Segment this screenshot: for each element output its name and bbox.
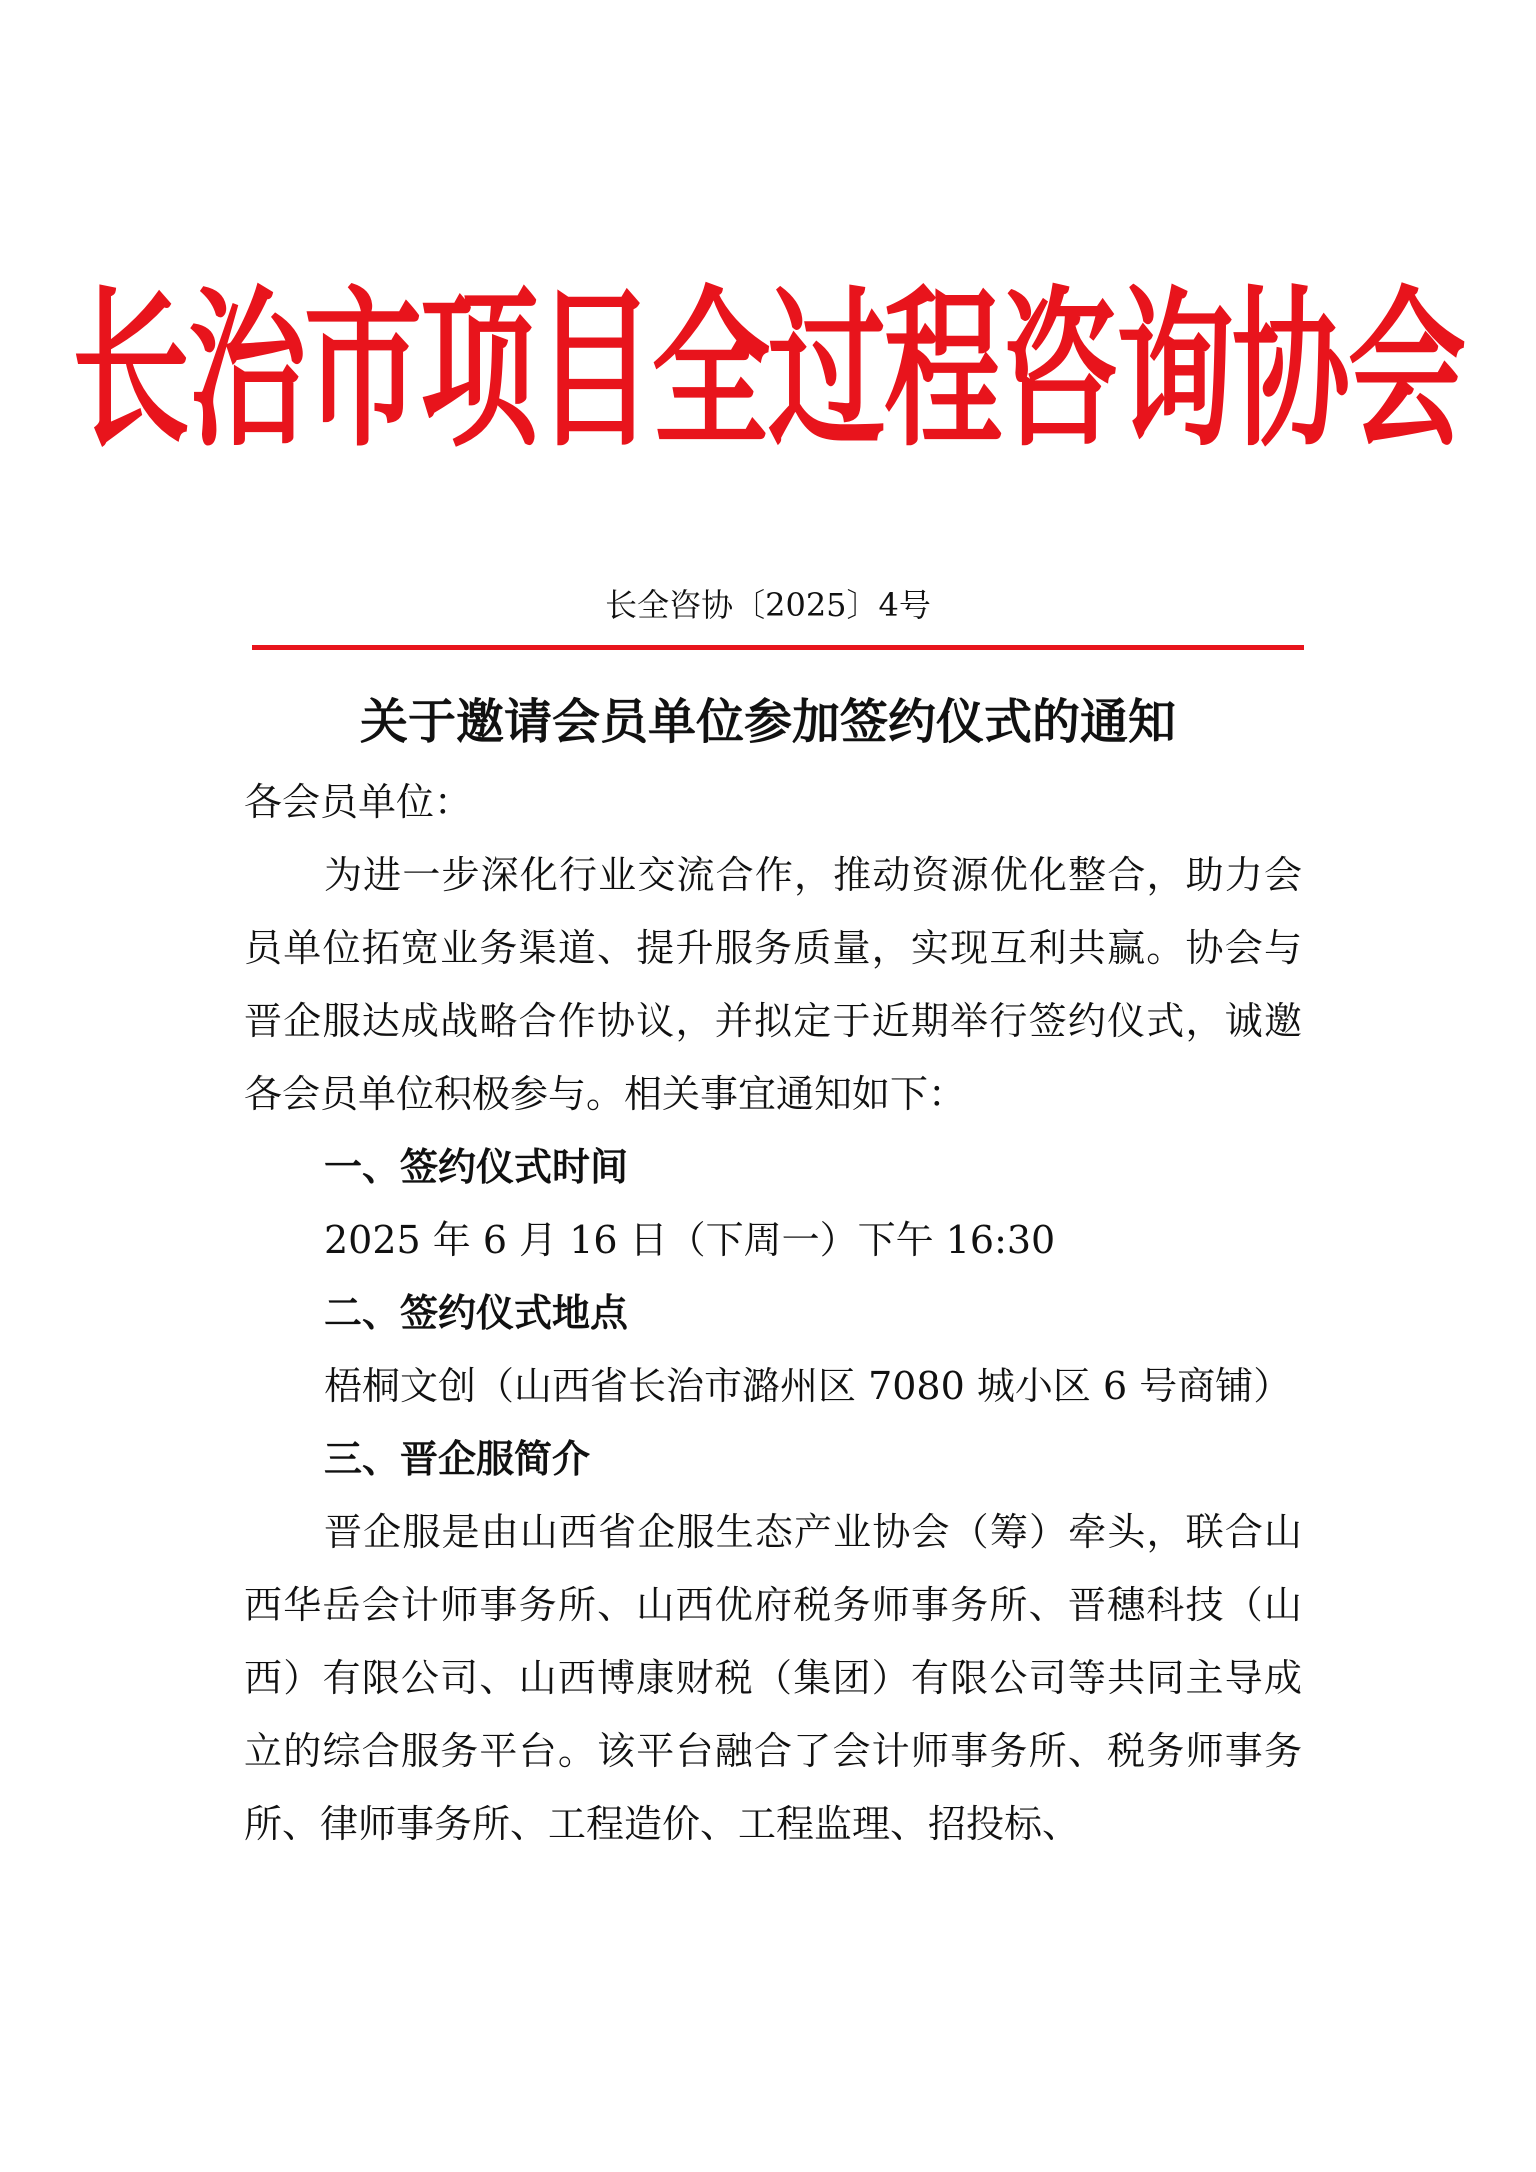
document-body xyxy=(244,766,1302,1861)
section-content-location: 梧桐文创（山西省长治市潞州区 7080 城小区 6 号商铺） xyxy=(324,1364,1292,1408)
red-divider-line xyxy=(252,645,1304,650)
document-number: 长全咨协〔2025〕4号 xyxy=(605,586,931,624)
masthead-org-name xyxy=(0,270,1536,470)
masthead-text: 长治市项目全过程咨询协会 xyxy=(71,269,1464,471)
section-content-intro: 晋企服是由山西省企服生态产业协会（筹）牵头，联合山西华岳会计师事务所、山西优府税务师事务所、晋穗科技（山西）有限公司、山西博康财税（集团）有限公司等共同主导成立的综合服务平台。该平台融合了会计师事务所、税务师事务所、律师事务所、工程造价、工程监理、招投标、 xyxy=(244,1510,1302,1846)
section-content-time: 2025 年 6 月 16 日（下周一）下午 16:30 xyxy=(324,1218,1056,1262)
section-heading-intro: 三、晋企服简介 xyxy=(324,1437,591,1481)
section-heading-time: 一、签约仪式时间 xyxy=(324,1145,629,1189)
intro-paragraph: 为进一步深化行业交流合作，推动资源优化整合，助力会员单位拓宽业务渠道、提升服务质量，实现互利共赢。协会与晋企服达成战略合作协议，并拟定于近期举行签约仪式，诚邀各会员单位积极参与。相关事宜通知如下： xyxy=(244,853,1302,1116)
salutation: 各会员单位： xyxy=(244,780,473,824)
section-heading-location: 二、签约仪式地点 xyxy=(324,1291,629,1335)
document-title: 关于邀请会员单位参加签约仪式的通知 xyxy=(359,694,1176,750)
